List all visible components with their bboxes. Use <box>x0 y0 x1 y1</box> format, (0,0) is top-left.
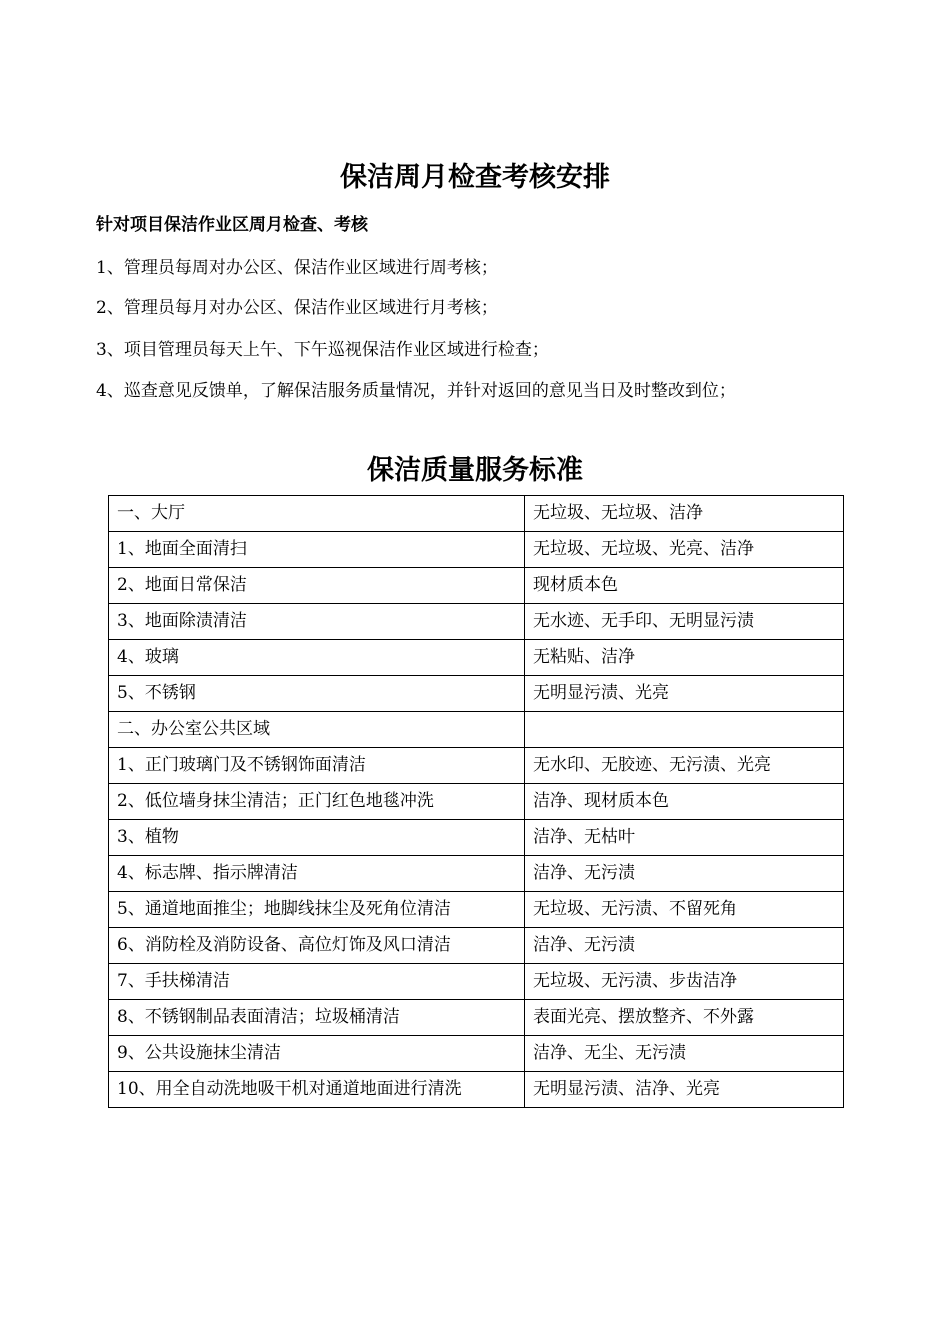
standard-cell: 无明显污渍、光亮 <box>525 676 844 712</box>
table-row <box>109 784 844 820</box>
table-row <box>109 640 844 676</box>
standard-cell: 无垃圾、无污渍、步齿洁净 <box>525 964 844 1000</box>
item-cell: 2、地面日常保洁 <box>109 568 525 604</box>
item-cell: 1、正门玻璃门及不锈钢饰面清洁 <box>109 748 525 784</box>
item-cell: 5、不锈钢 <box>109 676 525 712</box>
item-cell: 7、手扶梯清洁 <box>109 964 525 1000</box>
table-row <box>109 892 844 928</box>
table-row <box>109 820 844 856</box>
standard-cell: 无垃圾、无垃圾、洁净 <box>525 496 844 532</box>
list-item: 3、项目管理员每天上午、下午巡视保洁作业区域进行检查； <box>96 340 549 360</box>
standards-table <box>108 495 844 1108</box>
standard-cell: 无粘贴、洁净 <box>525 640 844 676</box>
standard-cell: 无垃圾、无垃圾、光亮、洁净 <box>525 532 844 568</box>
table-title: 保洁质量服务标准 <box>367 455 583 486</box>
page-title: 保洁周月检查考核安排 <box>340 162 610 193</box>
standard-cell: 无水印、无胶迹、无污渍、光亮 <box>525 748 844 784</box>
item-cell: 4、玻璃 <box>109 640 525 676</box>
item-cell: 二、办公室公共区域 <box>109 712 525 748</box>
table-row <box>109 1000 844 1036</box>
table-row <box>109 568 844 604</box>
item-cell: 6、消防栓及消防设备、高位灯饰及风口清洁 <box>109 928 525 964</box>
standard-cell: 洁净、无污渍 <box>525 928 844 964</box>
item-cell: 10、用全自动洗地吸干机对通道地面进行清洗 <box>109 1072 525 1108</box>
list-item: 4、巡查意见反馈单，了解保洁服务质量情况，并针对返回的意见当日及时整改到位； <box>96 381 736 401</box>
standard-cell: 现材质本色 <box>525 568 844 604</box>
item-cell: 3、地面除渍清洁 <box>109 604 525 640</box>
item-cell: 4、标志牌、指示牌清洁 <box>109 856 525 892</box>
table-row <box>109 856 844 892</box>
section-subheading: 针对项目保洁作业区周月检查、考核 <box>96 215 368 235</box>
table-row <box>109 532 844 568</box>
item-cell: 8、不锈钢制品表面清洁；垃圾桶清洁 <box>109 1000 525 1036</box>
table-row <box>109 604 844 640</box>
table-row <box>109 1036 844 1072</box>
table-row <box>109 496 844 532</box>
standard-cell: 表面光亮、摆放整齐、不外露 <box>525 1000 844 1036</box>
item-cell: 1、地面全面清扫 <box>109 532 525 568</box>
item-cell: 9、公共设施抹尘清洁 <box>109 1036 525 1072</box>
item-cell: 3、植物 <box>109 820 525 856</box>
list-item: 2、管理员每月对办公区、保洁作业区域进行月考核； <box>96 298 498 318</box>
standard-cell: 洁净、现材质本色 <box>525 784 844 820</box>
item-cell: 5、通道地面推尘；地脚线抹尘及死角位清洁 <box>109 892 525 928</box>
standard-cell: 无明显污渍、洁净、光亮 <box>525 1072 844 1108</box>
table-row <box>109 964 844 1000</box>
table-row <box>109 676 844 712</box>
table-row <box>109 748 844 784</box>
table-row <box>109 928 844 964</box>
item-cell: 一、大厅 <box>109 496 525 532</box>
item-cell: 2、低位墙身抹尘清洁；正门红色地毯冲洗 <box>109 784 525 820</box>
table-row <box>109 1072 844 1108</box>
standard-cell: 洁净、无污渍 <box>525 856 844 892</box>
standard-cell: 无垃圾、无污渍、不留死角 <box>525 892 844 928</box>
list-item: 1、管理员每周对办公区、保洁作业区域进行周考核； <box>96 258 498 278</box>
standard-cell: 无水迹、无手印、无明显污渍 <box>525 604 844 640</box>
standard-cell: 洁净、无枯叶 <box>525 820 844 856</box>
standard-cell <box>525 712 844 748</box>
standard-cell: 洁净、无尘、无污渍 <box>525 1036 844 1072</box>
table-row <box>109 712 844 748</box>
